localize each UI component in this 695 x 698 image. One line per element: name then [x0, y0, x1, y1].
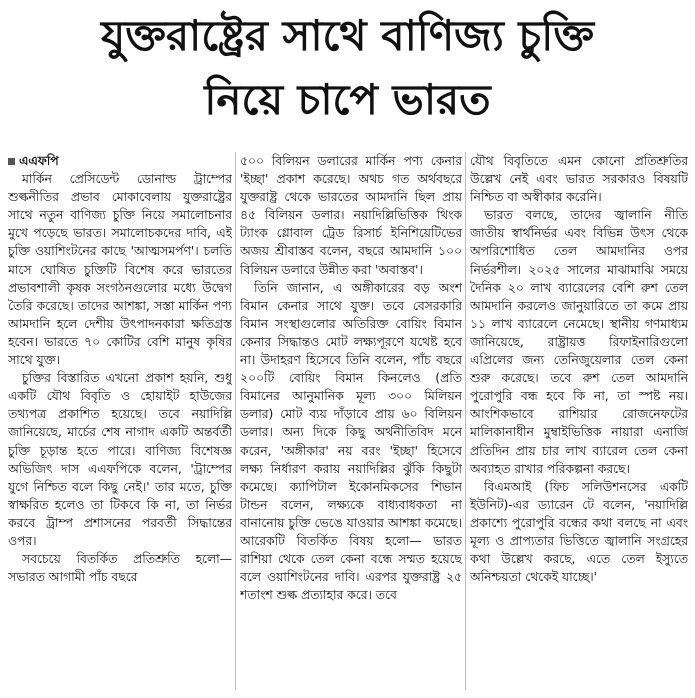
column-divider — [235, 152, 236, 690]
paragraph: যৌথ বিবৃতিতে এমন কোনো প্রতিশ্রুতির উল্লেখ নেই এবং ভারত সরকারও বিষয়টি নিশ্চিত বা অস্বীকার করেনি। — [470, 154, 688, 205]
article-column-3 — [470, 152, 688, 692]
article-column-1 — [8, 152, 232, 692]
paragraph: ৫০০ বিলিয়ন ডলারের মার্কিন পণ্য কেনার 'ইচ্ছা' প্রকাশ করেছে। অথচ গত অর্থবছরে যুক্তরাষ্ট্র থেকে ভারতের আমদানি ছিল প্রায় ৪৫ বিলিয়ন ডলার। নয়াদিল্লিভিত্তিক থিংক ট্যাংক গ্লোবাল ট্রেড রিসার্চ ইনিশিয়েটিভের অজয় শ্রীবাস্তব বলেন, বছরে আমদানি ১০০ বিলিয়ন ডলারে উন্নীত করা 'অবাস্তব'। — [240, 154, 462, 277]
paragraph: তিনি জানান, এ অঙ্গীকারের বড় অংশ বিমান কেনার সাথে যুক্ত। তবে বেসরকারি বিমান সংস্থাগুলোর অতিরিক্ত বোয়িং বিমান কেনার সিদ্ধান্তও মোট লক্ষ্যপূরণে যথেষ্ট হবে না। উদাহরণ হিসেবে তিনি বলেন, পাঁচ বছরে ২০০টি বোয়িং বিমান কিনলেও (প্রতি বিমানের আনুমানিক মূল্য ৩০০ মিলিয়ন ডলার) মোট ব্যয় দাঁড়াবে প্রায় ৬০ বিলিয়ন ডলার। অন্য দিকে কিছু অর্থনীতিবিদ মনে করেন, 'অঙ্গীকার' নয় বরং 'ইচ্ছা' হিসেবে লক্ষ্য নির্ধারণ করায় নয়াদিল্লির ঝুঁকি কিছুটা কমেছে। ক্যাপিটাল ইকোনমিকসের শিভান টান্ডন বলেন, লক্ষ্যকে বাধ্যবাধকতা না বানানোয় চুক্তি ভেঙে যাওয়ার আশঙ্কা কমেছে। আরেকটি বিতর্কিত বিষয় হলো— ভারত রাশিয়া থেকে তেল কেনা বন্ধে সম্মত হয়েছে বলে ওয়াশিংটনের দাবি। এরপর যুক্তরাষ্ট্র ২৫ শতাংশ শুল্ক প্রত্যাহার করে। তবে — [240, 280, 462, 603]
headline-line-2: নিয়ে চাপে ভারত — [204, 75, 491, 124]
paragraph: বিএমআই (ফিচ সলিউশনসের একটি ইউনিট)-এর ড্যারেন টে বলেন, 'নয়াদিল্লি প্রকাশ্যে পুরোপুরি বন্ধের কথা বলছে না এবং মূল্য ও প্রাপ্যতার ভিত্তিতে জ্বালানি সংগ্রহের কথা উল্লেখ করছে, এতে তেল ইস্যুতে অনিশ্চয়তা থেকেই যাচ্ছে।' — [470, 479, 688, 585]
paragraph: মার্কিন প্রেসিডেন্ট ডোনাল্ড ট্রাম্পের শুল্কনীতির প্রভাব মোকাবেলায় যুক্তরাষ্ট্রের সাথে নতুন বাণিজ্য চুক্তি নিয়ে সমালোচনার মুখে পড়েছে ভারত। সমালোচকদের দাবি, এই চুক্তি ওয়াশিংটনের কাছে 'আত্মসমর্পণ'। চলতি মাসে ঘোষিত চুক্তিটি বিশেষ করে ভারতের প্রভাবশালী কৃষক সংগঠনগুলোর মধ্যে উদ্বেগ তৈরি করেছে। তাদের আশঙ্কা, সস্তা মার্কিন পণ্য আমদানি হলে দেশীয় উৎপাদনকারা ক্ষতিগ্রস্ত হবেন। ভারতে ৭০ কোটির বেশি মানুষ কৃষির সাথে যুক্ত। — [8, 172, 232, 368]
paragraph: সবচেয়ে বিতর্কিত প্রতিশ্রুতি হলো— সভারত আগামী পাঁচ বছরে — [8, 552, 232, 585]
paragraph: চুক্তির বিস্তারিত এখনো প্রকাশ হয়নি, শুধু একটি যৌথ বিবৃতি ও হোয়াইট হাউজের তথ্যপত্র প্রকাশিত হয়েছে। তবে নয়াদিল্লি জানিয়েছে, মার্চের শেষ নাগাদ একটি অন্তর্বর্তী চুক্তি চূড়ান্ত হতে পারে। বাণিজ্য বিশেষজ্ঞ অভিজিৎ দাস এএফপিকে বলেন, 'ট্রাম্পের যুগে নিশ্চিত বলে কিছু নেই।' তার মতে, চুক্তি স্বাক্ষরিত হলেও তা টিকবে কি না, তা নির্ভর করবে ট্রাম্প প্রশাসনের পরবর্তী সিদ্ধান্তের ওপর। — [8, 371, 232, 548]
paragraph: ভারত বলছে, তাদের জ্বালানি নীতি জাতীয় স্বার্থনির্ভর এবং বিভিন্ন উৎস থেকে অপরিশোধিত তেল আমদানির ওপর নির্ভরশীল। ২০২৫ সালের মাঝামাঝি সময়ে দৈনিক ২০ লাখ ব্যারেলের বেশি রুশ তেল আমদানি করলেও জানুয়ারিতে তা কমে প্রায় ১১ লাখ ব্যারেলে নেমেছে। স্থানীয় গণমাধ্যম জানিয়েছে, রাষ্ট্রায়ত্ত রিফাইনারিগুলো এপ্রিলের জন্য তেনিজুয়েলার তেল কেনা শুরু করেছে। তবে রুশ তেল আমদানি পুরোপুরি বন্ধ হবে কি না, তা স্পষ্ট নয়। আংশিকভাবে রাশিয়ার রোজনেফটের মালিকানাধীন মুম্বাইভিত্তিক নায়ারা এনার্জি প্রতিদিন প্রায় চার লাখ ব্যারেল তেল কেনা অব্যাহত রাখার পরিকল্পনা করছে। — [470, 208, 688, 476]
column-divider — [465, 152, 466, 690]
bullet-icon — [8, 158, 15, 165]
headline-line-1: যুক্তরাষ্ট্রের সাথে বাণিজ্য চুক্তি — [100, 11, 595, 60]
article-column-2 — [240, 152, 462, 692]
dateline — [8, 152, 232, 170]
dateline-text: এএফপি — [19, 154, 59, 168]
